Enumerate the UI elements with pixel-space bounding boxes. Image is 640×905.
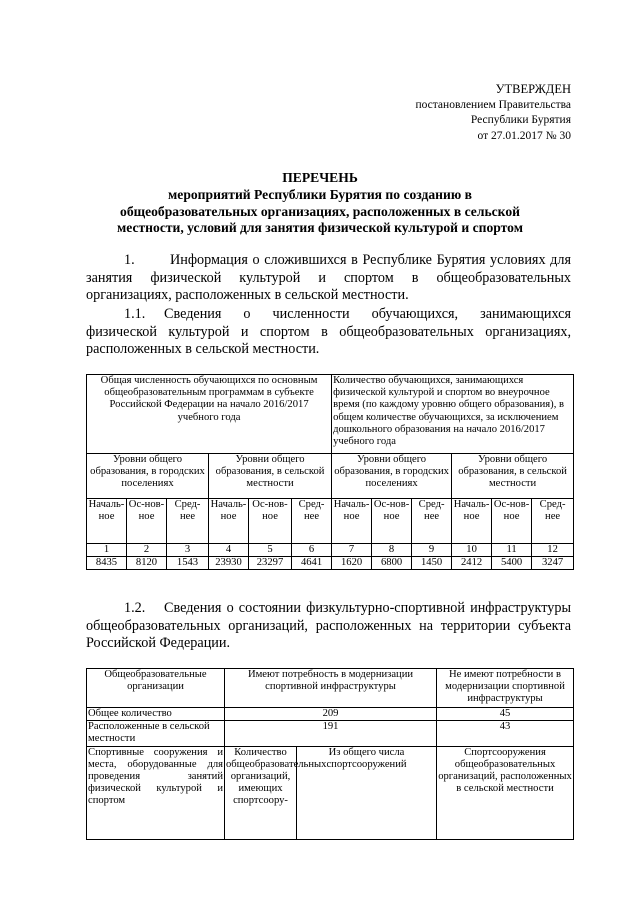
section-1-2 (86, 600, 571, 653)
subheader-cell: Началь-ное (87, 499, 127, 544)
value-cell: 8435 (87, 557, 127, 570)
level-header: Уровни общего образования, в сельской местности (452, 454, 574, 499)
index-cell: 4 (209, 544, 249, 557)
index-cell: 11 (492, 544, 532, 557)
index-cell: 3 (167, 544, 209, 557)
noneed-column-header: Не имеют потребности в модернизации спортивной инфраструктуры (437, 669, 574, 708)
level-header: Уровни общего образования, в городских поселениях (87, 454, 209, 499)
facilities-rural-header: Спортсооружения общеобразовательных организаций, расположенных в сельской местности (437, 746, 574, 839)
subheader-cell: Сред-нее (532, 499, 574, 544)
subheader-cell: Началь-ное (209, 499, 249, 544)
value-cell: 1543 (167, 557, 209, 570)
value-cell: 1450 (412, 557, 452, 570)
facilities-subset-header: Из общего числа спортсооружений (297, 746, 437, 839)
value-cell: 6800 (372, 557, 412, 570)
students-sports-header: Количество обучающихся, занимающихся физической культурой и спортом во внеурочное время (по каждому уровню общего образования), в общем количестве обучающихся, за исключением дошкольного образования на начало 2016/2017 учебного года (332, 375, 574, 454)
value-cell: 4641 (292, 557, 332, 570)
approval-line-2: постановлением Правительства (415, 98, 571, 111)
subheader-cell: Ос-нов-ное (372, 499, 412, 544)
value-cell: 23930 (209, 557, 249, 570)
section-1-1-number: 1.1. (124, 306, 146, 322)
document-title (70, 170, 570, 237)
rural-row-label: Расположенные в сельской местности (87, 721, 225, 746)
subheader-cell: Сред-нее (292, 499, 332, 544)
approval-line-4: от 27.01.2017 № 30 (477, 129, 571, 142)
title-line-2: общеобразовательных организациях, расположенных в сельской (120, 203, 520, 219)
subheader-cell: Началь-ное (332, 499, 372, 544)
value-cell: 1620 (332, 557, 372, 570)
subheader-cell: Ос-нов-ное (127, 499, 167, 544)
section-1-1 (86, 306, 571, 359)
rural-noneed-value: 43 (437, 721, 574, 746)
section-1-2-text: Сведения о состоянии физкультурно-спортивной инфраструктуры общеобразовательных организаций, расположенных на территории субъекта Российской Федерации. (86, 600, 571, 652)
rural-need-value: 191 (225, 721, 437, 746)
level-header: Уровни общего образования, в городских поселениях (332, 454, 452, 499)
section-1-number: 1. (124, 252, 135, 268)
section-1-text: Информация о сложившихся в Республике Бурятия условиях для занятия физической культурой и спортом в общеобразовательных организациях, расположенных в сельской местности. (86, 252, 571, 304)
index-cell: 5 (249, 544, 292, 557)
level-header: Уровни общего образования, в сельской местности (209, 454, 332, 499)
subheader-cell: Сред-нее (412, 499, 452, 544)
index-cell: 8 (372, 544, 412, 557)
index-cell: 1 (87, 544, 127, 557)
section-1-2-number: 1.2. (124, 600, 146, 616)
total-row-label: Общее количество (87, 708, 225, 721)
value-cell: 5400 (492, 557, 532, 570)
need-column-header: Имеют потребность в модернизации спортивной инфраструктуры (225, 669, 437, 708)
org-column-header: Общеобразовательные организации (87, 669, 225, 708)
title-line-3: местности, условий для занятия физической культурой и спортом (117, 220, 523, 236)
title-heading: ПЕРЕЧЕНЬ (282, 170, 358, 185)
students-table (86, 374, 574, 570)
value-cell: 3247 (532, 557, 574, 570)
index-cell: 10 (452, 544, 492, 557)
subheader-cell: Ос-нов-ное (249, 499, 292, 544)
index-cell: 9 (412, 544, 452, 557)
subheader-cell: Сред-нее (167, 499, 209, 544)
approval-line-1: УТВЕРЖДЕН (495, 82, 571, 96)
total-noneed-value: 45 (437, 708, 574, 721)
total-need-value: 209 (225, 708, 437, 721)
value-cell: 23297 (249, 557, 292, 570)
subheader-cell: Началь-ное (452, 499, 492, 544)
approval-line-3: Республики Бурятия (470, 114, 571, 126)
value-cell: 2412 (452, 557, 492, 570)
value-cell: 8120 (127, 557, 167, 570)
facilities-label: Спортивные сооружения и места, оборудованные для проведения занятий физической культурой и спортом (87, 746, 225, 839)
approval-stamp (415, 82, 571, 144)
subheader-cell: Ос-нов-ное (492, 499, 532, 544)
facilities-count-header: Количество общеобразовательных организаций, имеющих спортсоору- (225, 746, 297, 839)
infrastructure-table (86, 668, 574, 840)
section-1-1-text: Сведения о численности обучающихся, занимающихся физической культурой и спортом в общеобразовательных организациях, расположенных в сельской местности. (86, 306, 571, 358)
index-cell: 7 (332, 544, 372, 557)
students-total-header: Общая численность обучающихся по основным общеобразовательным программам в субъекте Российской Федерации на начало 2016/2017 учебного года (87, 375, 332, 454)
title-line-1: мероприятий Республики Бурятия по созданию в (168, 186, 472, 202)
index-cell: 2 (127, 544, 167, 557)
section-1 (86, 252, 571, 305)
index-cell: 6 (292, 544, 332, 557)
index-cell: 12 (532, 544, 574, 557)
